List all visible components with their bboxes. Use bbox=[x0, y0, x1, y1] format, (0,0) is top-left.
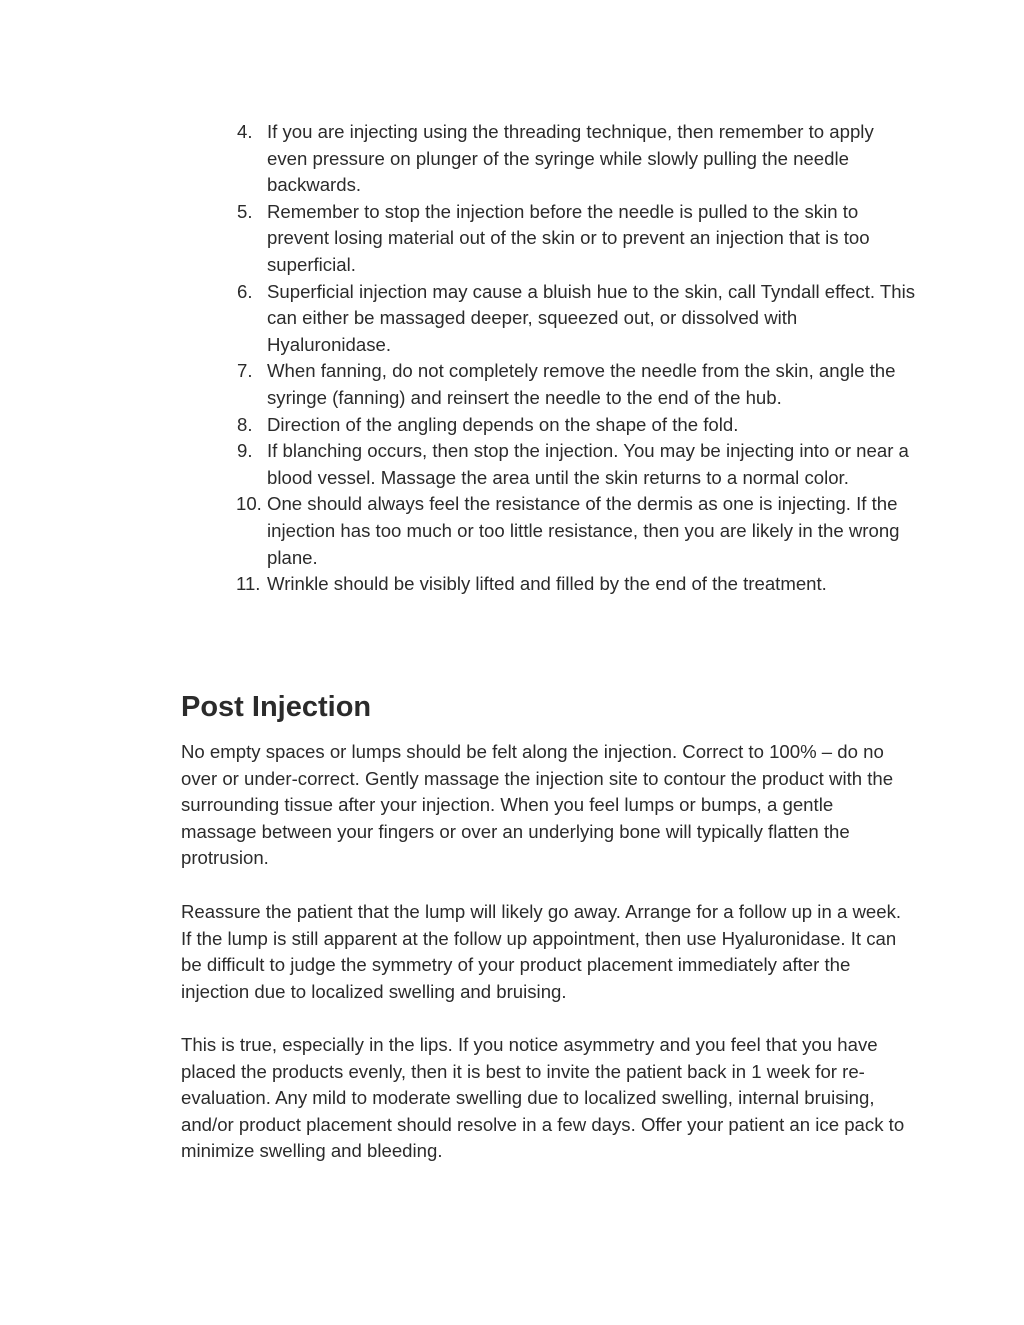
list-item bbox=[236, 491, 916, 571]
procedure-steps-list bbox=[236, 119, 916, 598]
list-item-text: Direction of the angling depends on the shape of the fold. bbox=[267, 413, 739, 435]
list-item-text: If blanching occurs, then stop the injection. You may be injecting into or near a blood vessel. Massage the area until the skin returns to a normal color. bbox=[267, 440, 909, 488]
list-item-number: 9. bbox=[237, 440, 253, 462]
section-heading: Post Injection bbox=[181, 691, 372, 723]
list-item-text: If you are injecting using the threading technique, then remember to apply even pressure on plunger of the syringe while slowly pulling the needle backwards. bbox=[267, 121, 874, 196]
list-item-text: One should always feel the resistance of the dermis as one is injecting. If the injection has too much or too little resistance, then you are likely in the wrong plane. bbox=[267, 493, 900, 568]
list-item bbox=[236, 571, 916, 598]
list-item-number: 5. bbox=[237, 200, 253, 222]
list-item-text: When fanning, do not completely remove the needle from the skin, angle the syringe (fanning) and reinsert the needle to the end of the hub. bbox=[267, 360, 896, 408]
list-item bbox=[236, 358, 916, 411]
list-item-text: Superficial injection may cause a bluish hue to the skin, call Tyndall effect. This can either be massaged deeper, squeezed out, or dissolved with Hyaluronidase. bbox=[267, 280, 916, 355]
list-item bbox=[236, 119, 916, 199]
paragraph: No empty spaces or lumps should be felt along the injection. Correct to 100% – do no over or under-correct. Gently massage the injection site to contour the product with the surrounding tissue after your injection. When you feel lumps or bumps, a gentle massage between your fingers or over an underlying bone will typically flatten the protrusion. bbox=[181, 741, 894, 869]
list-item-number: 4. bbox=[237, 121, 253, 142]
list-item-number: 7. bbox=[237, 360, 253, 382]
paragraph: This is true, especially in the lips. If you notice asymmetry and you feel that you have placed the products evenly, then it is best to invite the patient back in 1 week for re-evaluation. Any mild to moderate swelling due to localized swelling, internal bruising, and/or product placement should resolve in a few days. Offer your patient an ice pack to minimize swelling and bleeding. bbox=[181, 1034, 905, 1162]
list-item-number: 11. bbox=[236, 573, 261, 595]
list-item bbox=[236, 199, 916, 279]
paragraph: Reassure the patient that the lump will likely go away. Arrange for a follow up in a week. If the lump is still apparent at the follow up appointment, then use Hyaluronidase. It can be difficult to judge the symmetry of your product placement immediately after the injection due to localized swelling and bruising. bbox=[181, 901, 902, 1002]
list-item-number: 6. bbox=[237, 280, 253, 302]
list-item bbox=[236, 412, 916, 439]
list-item-text: Remember to stop the injection before the needle is pulled to the skin to prevent losing material out of the skin or to prevent an injection that is too superficial. bbox=[267, 200, 870, 275]
list-item bbox=[236, 438, 916, 491]
list-item-text: Wrinkle should be visibly lifted and filled by the end of the treatment. bbox=[267, 573, 827, 595]
list-item-number: 8. bbox=[237, 413, 253, 435]
list-item bbox=[236, 279, 916, 359]
list-item-number: 10. bbox=[236, 493, 262, 515]
